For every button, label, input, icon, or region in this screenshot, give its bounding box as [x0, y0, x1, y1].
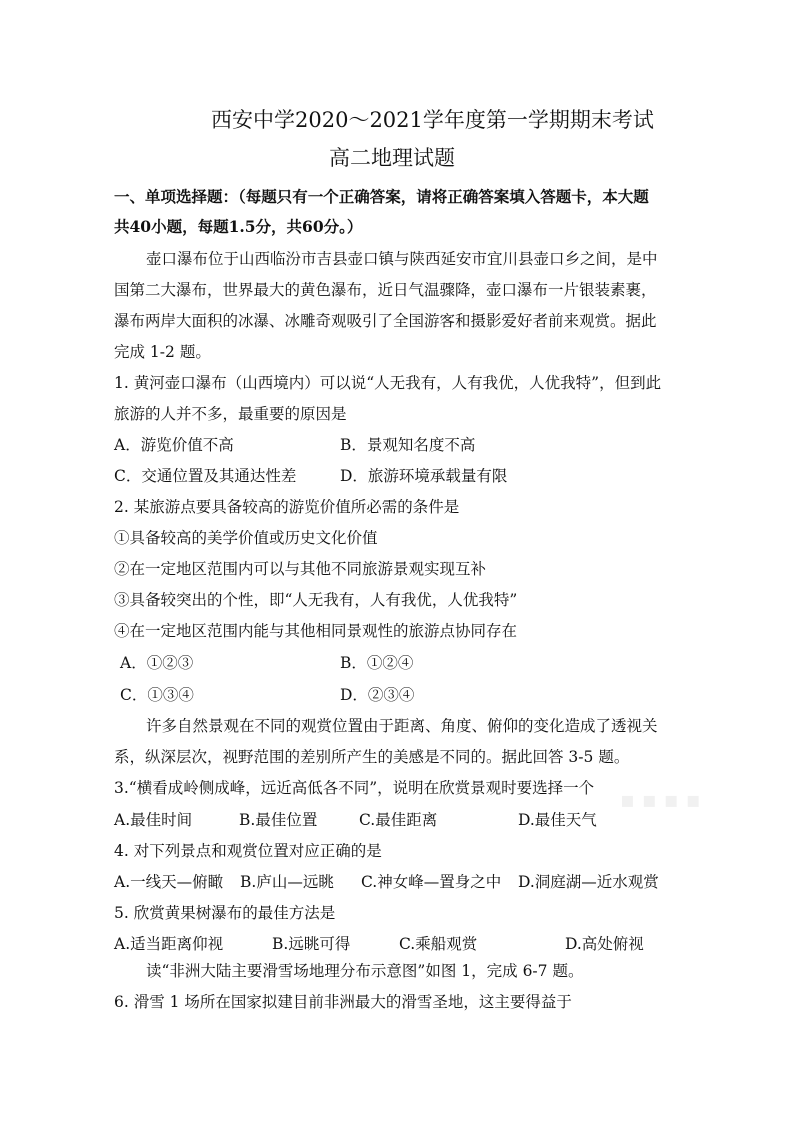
q3-option-a: A.最佳时间: [114, 811, 193, 829]
q4-option-d: D.洞庭湖—近水观赏: [518, 873, 659, 891]
q6-stem: 6. 滑雪 1 场所在国家拟建目前非洲最大的滑雪圣地，这主要得益于: [114, 993, 572, 1011]
section-heading-line1: 一、单项选择题：（每题只有一个正确答案，请将正确答案填入答题卡，本大题: [114, 187, 649, 206]
q5-stem: 5. 欣赏黄果树瀑布的最佳方法是: [114, 904, 336, 922]
passage3-line1: 读“非洲大陆主要滑雪场地理分布示意图”如图 1，完成 6-7 题。: [146, 962, 584, 980]
q5-option-a: A.适当距离仰视: [114, 935, 224, 953]
q2-statement-3: ③具备较突出的个性，即“人无我有，人有我优，人优我特”: [114, 591, 518, 609]
exam-title: 西安中学2020～2021学年度第一学期期末考试: [211, 108, 654, 132]
q1-option-d: D．旅游环境承载量有限: [340, 467, 508, 485]
passage2-line1: 许多自然景观在不同的观赏位置由于距离、角度、俯仰的变化造成了透视关: [146, 717, 658, 735]
q4-option-c: C.神女峰—置身之中: [361, 873, 502, 891]
q4-option-a: A.一线天—俯瞰: [114, 873, 224, 891]
q1-option-b: B．景观知名度不高: [340, 436, 476, 454]
q2-statement-2: ②在一定地区范围内可以与其他不同旅游景观实现互补: [114, 560, 487, 578]
q3-option-b: B.最佳位置: [239, 811, 318, 829]
exam-subtitle: 高二地理试题: [329, 146, 455, 170]
q2-option-c: C．①③④: [120, 686, 194, 704]
q1-stem-line1: 1. 黄河壶口瀑布（山西境内）可以说“人无我有，人有我优，人优我特”，但到此: [114, 374, 662, 392]
q5-option-c: C.乘船观赏: [399, 935, 478, 953]
q2-statement-1: ①具备较高的美学价值或历史文化价值: [114, 529, 378, 547]
passage2-line2: 系，纵深层次，视野范围的差别所产生的美感是不同的。据此回答 3-5 题。: [114, 748, 630, 766]
passage1-line4: 完成 1-2 题。: [114, 343, 211, 361]
passage1-line1: 壶口瀑布位于山西临汾市吉县壶口镇与陕西延安市宜川县壶口乡之间，是中: [146, 250, 658, 268]
q2-option-b: B．①②④: [340, 654, 414, 672]
watermark: ▪ ▪ ▪ ▪: [620, 788, 701, 813]
q3-option-c: C.最佳距离: [359, 811, 438, 829]
q2-stem: 2. 某旅游点要具备较高的游览价值所必需的条件是: [114, 498, 460, 516]
q5-option-b: B.远眺可得: [272, 935, 351, 953]
q2-option-d: D．②③④: [340, 686, 415, 704]
q1-option-a: A．游览价值不高: [114, 436, 234, 454]
q1-option-c: C．交通位置及其通达性差: [114, 467, 297, 485]
q1-stem-line2: 旅游的人并不多，最重要的原因是: [114, 405, 347, 423]
passage1-line2: 国第二大瀑布，世界最大的黄色瀑布，近日气温骤降，壶口瀑布一片银装素裹，: [114, 281, 657, 299]
q4-stem: 4. 对下列景点和观赏位置对应正确的是: [114, 842, 382, 860]
q5-option-d: D.高处俯视: [565, 935, 644, 953]
q2-option-a: A．①②③: [120, 654, 194, 672]
q2-statement-4: ④在一定地区范围内能与其他相同景观性的旅游点协同存在: [114, 622, 518, 640]
q3-stem: 3.“横看成岭侧成峰，远近高低各不同”，说明在欣赏景观时要选择一个: [114, 779, 595, 797]
passage1-line3: 瀑布两岸大面积的冰瀑、冰雕奇观吸引了全国游客和摄影爱好者前来观赏。据此: [114, 312, 657, 330]
q3-option-d: D.最佳天气: [518, 811, 597, 829]
section-heading-line2: 共40小题，每题1.5分，共60分。）: [114, 217, 363, 236]
q4-option-b: B.庐山—远眺: [240, 873, 334, 891]
